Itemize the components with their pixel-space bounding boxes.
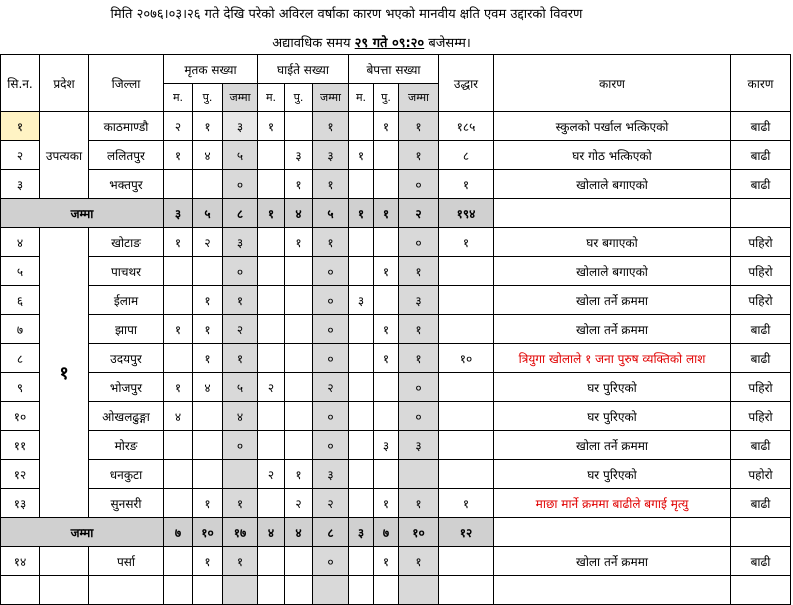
cell-rescue[interactable] (439, 373, 494, 402)
cell-dead-f[interactable] (164, 286, 193, 315)
cell-cause[interactable]: खोला तर्ने क्रममा (494, 547, 731, 576)
cell-dead-total[interactable]: १ (223, 547, 258, 576)
cell-dead-m[interactable]: १ (193, 489, 223, 518)
total-row-valley (1, 199, 791, 228)
cell-missing-total[interactable]: १ (399, 315, 439, 344)
cell-cause[interactable]: घर पुरिएको (494, 373, 731, 402)
cell-dead-m[interactable] (193, 402, 223, 431)
cell-injured-m[interactable] (285, 257, 313, 286)
cell-district[interactable]: खोटाङ (89, 228, 164, 257)
cell-cause[interactable]: खोलाले बगाएको (494, 257, 731, 286)
cell-missing-total[interactable]: १ (399, 257, 439, 286)
cell-cause-type[interactable]: बाढी (731, 141, 791, 170)
cell-injured-m[interactable] (285, 373, 313, 402)
total-injured-f[interactable]: ४ (258, 518, 285, 547)
cell-injured-m[interactable] (285, 286, 313, 315)
cell-cause-type[interactable]: पहिरो (731, 373, 791, 402)
cell-district[interactable]: पाचथर (89, 257, 164, 286)
cell-missing-f[interactable] (349, 547, 374, 576)
cell-cause-type[interactable]: पहिरो (731, 228, 791, 257)
cell-cause[interactable]: घर गोठ भत्किएको (494, 141, 731, 170)
province-2[interactable] (40, 547, 89, 576)
cell-rescue[interactable]: १ (439, 228, 494, 257)
cell-rescue[interactable] (439, 402, 494, 431)
total-cause-type[interactable] (731, 199, 791, 228)
cell-sn[interactable]: १३ (1, 489, 40, 518)
cell-missing-m[interactable] (374, 373, 399, 402)
cell-district[interactable]: ओखलढुङ्गा (89, 402, 164, 431)
total-injured-m[interactable]: ४ (285, 199, 313, 228)
cell-cause-type[interactable]: बाढी (731, 489, 791, 518)
cell-rescue[interactable] (439, 286, 494, 315)
cell-missing-f[interactable] (349, 170, 374, 199)
cell-rescue[interactable] (439, 547, 494, 576)
cell-dead-total[interactable]: ५ (223, 373, 258, 402)
total-dead-total[interactable]: १७ (223, 518, 258, 547)
cell-district[interactable]: पर्सा (89, 547, 164, 576)
cell-missing-f[interactable] (349, 257, 374, 286)
cell-injured-total[interactable]: ० (313, 344, 349, 373)
partial-row (1, 576, 791, 605)
cell-rescue[interactable] (439, 257, 494, 286)
cell-dead-f[interactable]: २ (164, 112, 193, 141)
cell-dead-m[interactable]: ४ (193, 141, 223, 170)
cell-dead-m[interactable]: २ (193, 228, 223, 257)
cell-rescue[interactable]: १ (439, 489, 494, 518)
cell-injured-total[interactable]: ० (313, 286, 349, 315)
table-row (1, 431, 791, 460)
cell-cause[interactable]: माछा मार्ने क्रममा बाढीले बगाई मृत्यु (494, 489, 731, 518)
cell-sn[interactable]: ४ (1, 228, 40, 257)
total-dead-f[interactable]: ७ (164, 518, 193, 547)
cell-injured-f[interactable] (258, 431, 285, 460)
total-rescue[interactable]: १२ (439, 518, 494, 547)
cell-injured-total[interactable]: ० (313, 547, 349, 576)
cell-rescue[interactable]: १८५ (439, 112, 494, 141)
cell-missing-f[interactable] (349, 460, 374, 489)
total-missing-total[interactable]: २ (399, 199, 439, 228)
cell-cause-type[interactable]: बाढी (731, 170, 791, 199)
cell-cause[interactable]: स्कुलको पर्खाल भत्किएको (494, 112, 731, 141)
cell-sn[interactable]: ७ (1, 315, 40, 344)
cell-dead-f[interactable]: १ (164, 315, 193, 344)
cell-rescue[interactable] (439, 460, 494, 489)
table-row (1, 547, 791, 576)
cell-dead-m[interactable] (193, 460, 223, 489)
cell-missing-total[interactable]: १ (399, 547, 439, 576)
cell-injured-total[interactable]: ० (313, 431, 349, 460)
cell-missing-m[interactable]: १ (374, 344, 399, 373)
cell-missing-total[interactable]: ० (399, 373, 439, 402)
cell-missing-total[interactable]: १ (399, 112, 439, 141)
cell-missing-f[interactable] (349, 402, 374, 431)
cell-dead-m[interactable]: ४ (193, 373, 223, 402)
cell-injured-f[interactable]: १ (258, 112, 285, 141)
header-injured-total[interactable]: जम्मा (313, 84, 349, 112)
cell-cause[interactable]: खोला तर्ने क्रममा (494, 315, 731, 344)
cell-missing-f[interactable] (349, 228, 374, 257)
cell-sn[interactable]: ९ (1, 373, 40, 402)
header-injured-female[interactable]: म. (258, 84, 285, 112)
cell-missing-f[interactable]: १ (349, 141, 374, 170)
cell-injured-f[interactable]: २ (258, 373, 285, 402)
cell-injured-m[interactable]: ३ (285, 141, 313, 170)
cell-dead-total[interactable]: ५ (223, 141, 258, 170)
cell-missing-total[interactable]: १ (399, 141, 439, 170)
cell-dead-f[interactable] (164, 547, 193, 576)
province-1[interactable]: १ (40, 228, 89, 518)
cell-cause-type[interactable]: पहिरो (731, 402, 791, 431)
cell-missing-m[interactable] (374, 460, 399, 489)
cell-district[interactable]: झापा (89, 315, 164, 344)
cell-cause-type[interactable]: बाढी (731, 431, 791, 460)
cell-injured-m[interactable] (285, 402, 313, 431)
header-injured-male[interactable]: पु. (285, 84, 313, 112)
cell-missing-total[interactable]: ० (399, 170, 439, 199)
cell-dead-m[interactable]: १ (193, 286, 223, 315)
total-label[interactable]: जम्मा (1, 199, 164, 228)
cell-missing-total[interactable]: १ (399, 344, 439, 373)
cell[interactable] (1, 576, 40, 605)
total-cause[interactable] (494, 199, 731, 228)
total-row-province-1 (1, 518, 791, 547)
header-dead[interactable]: मृतक सख्या (164, 55, 258, 84)
cell-district[interactable]: भोजपुर (89, 373, 164, 402)
cell-missing-m[interactable]: १ (374, 489, 399, 518)
cell-dead-total[interactable]: ४ (223, 402, 258, 431)
cell-dead-total[interactable]: ० (223, 431, 258, 460)
cell-dead-total[interactable]: ३ (223, 228, 258, 257)
total-injured-f[interactable]: १ (258, 199, 285, 228)
cell-missing-m[interactable] (374, 141, 399, 170)
cell-injured-m[interactable] (285, 547, 313, 576)
cell-dead-f[interactable]: १ (164, 373, 193, 402)
cell-missing-f[interactable] (349, 344, 374, 373)
cell-injured-total[interactable]: २ (313, 489, 349, 518)
cell-rescue[interactable]: १ (439, 170, 494, 199)
total-missing-m[interactable]: १ (374, 199, 399, 228)
cell-dead-f[interactable]: १ (164, 228, 193, 257)
cell-injured-f[interactable]: २ (258, 460, 285, 489)
cell-cause-type[interactable]: बाढी (731, 547, 791, 576)
header-row-1 (1, 55, 791, 84)
cell-missing-f[interactable]: ३ (349, 286, 374, 315)
cell-dead-total[interactable]: १ (223, 489, 258, 518)
cell-dead-f[interactable] (164, 489, 193, 518)
table-row (1, 286, 791, 315)
cell-missing-total[interactable]: ० (399, 402, 439, 431)
cell-cause-type[interactable]: बाढी (731, 344, 791, 373)
cell-injured-m[interactable]: १ (285, 228, 313, 257)
cell-injured-total[interactable]: १ (313, 112, 349, 141)
cell-dead-m[interactable]: १ (193, 315, 223, 344)
cell-district[interactable]: मोरङ (89, 431, 164, 460)
cell-cause-type[interactable]: पहोरो (731, 460, 791, 489)
cell-dead-total[interactable]: २ (223, 315, 258, 344)
cell-missing-total[interactable]: ० (399, 228, 439, 257)
header-missing-female[interactable]: म. (349, 84, 374, 112)
cell-missing-m[interactable] (374, 286, 399, 315)
cell-rescue[interactable] (439, 431, 494, 460)
cell-dead-m[interactable] (193, 170, 223, 199)
cell-injured-total[interactable]: ३ (313, 460, 349, 489)
table-row (1, 489, 791, 518)
table-row (1, 257, 791, 286)
cell-cause[interactable]: घर बगाएको (494, 228, 731, 257)
header-injured[interactable]: घाईते सख्या (258, 55, 349, 84)
cell-injured-m[interactable] (285, 431, 313, 460)
table-row (1, 112, 791, 141)
total-cause-type[interactable] (731, 518, 791, 547)
cell-missing-f[interactable] (349, 431, 374, 460)
cell-district[interactable]: धनकुटा (89, 460, 164, 489)
cell-injured-m[interactable]: २ (285, 489, 313, 518)
total-missing-total[interactable]: १० (399, 518, 439, 547)
total-missing-m[interactable]: ७ (374, 518, 399, 547)
cell-injured-f[interactable] (258, 228, 285, 257)
cell-cause-type[interactable]: बाढी (731, 315, 791, 344)
cell-dead-m[interactable]: १ (193, 547, 223, 576)
total-dead-total[interactable]: ८ (223, 199, 258, 228)
cell-sn[interactable]: १ (1, 112, 40, 141)
cell-injured-m[interactable]: १ (285, 460, 313, 489)
header-district[interactable]: जिल्ला (89, 55, 164, 112)
update-time-value: २९ गते ०९:२० (354, 36, 425, 51)
cell-dead-total[interactable]: ३ (223, 112, 258, 141)
cell-sn[interactable]: ८ (1, 344, 40, 373)
cell-injured-f[interactable] (258, 344, 285, 373)
cell-missing-m[interactable] (374, 402, 399, 431)
header-missing-total[interactable]: जम्मा (399, 84, 439, 112)
cell-dead-f[interactable]: ४ (164, 402, 193, 431)
cell-injured-m[interactable] (285, 315, 313, 344)
cell-missing-m[interactable]: १ (374, 315, 399, 344)
total-injured-m[interactable]: ४ (285, 518, 313, 547)
total-rescue[interactable]: १९४ (439, 199, 494, 228)
cell-dead-f[interactable]: १ (164, 141, 193, 170)
total-dead-m[interactable]: ५ (193, 199, 223, 228)
cell-injured-f[interactable] (258, 257, 285, 286)
cell-cause[interactable]: खोला तर्ने क्रममा (494, 286, 731, 315)
table-row (1, 141, 791, 170)
cell-injured-total[interactable]: २ (313, 373, 349, 402)
cell-dead-total[interactable] (223, 460, 258, 489)
report-title: मिति २०७६।०३।२६ गते देखि परेको अविरल वर्षाका कारण भएको मानवीय क्षति एवम उद्दारको विवरण (110, 7, 583, 22)
cell-injured-m[interactable]: १ (285, 170, 313, 199)
cell-dead-f[interactable] (164, 431, 193, 460)
cell-injured-f[interactable] (258, 170, 285, 199)
table-row (1, 170, 791, 199)
cell-cause[interactable]: घर पुरिएको (494, 460, 731, 489)
cell-injured-total[interactable]: १ (313, 170, 349, 199)
update-time-line (0, 33, 768, 51)
cell-dead-m[interactable]: १ (193, 112, 223, 141)
cell-sn[interactable]: ५ (1, 257, 40, 286)
cell-district[interactable]: सुनसरी (89, 489, 164, 518)
cell-missing-f[interactable] (349, 373, 374, 402)
cell-dead-f[interactable] (164, 460, 193, 489)
cell-dead-total[interactable]: ० (223, 257, 258, 286)
cell-dead-total[interactable]: १ (223, 344, 258, 373)
cell-dead-total[interactable]: १ (223, 286, 258, 315)
cell-sn[interactable]: ११ (1, 431, 40, 460)
cell-dead-f[interactable] (164, 170, 193, 199)
cell-missing-total[interactable]: ३ (399, 431, 439, 460)
cell-district[interactable]: ईलाम (89, 286, 164, 315)
update-time-prefix: अद्यावधिक समय (272, 36, 351, 51)
cell-cause-type[interactable]: पहिरो (731, 286, 791, 315)
cell-sn[interactable]: १२ (1, 460, 40, 489)
cell-dead-total[interactable]: ० (223, 170, 258, 199)
cell-cause[interactable]: खोलाले बगाएको (494, 170, 731, 199)
total-missing-f[interactable]: ३ (349, 518, 374, 547)
header-missing[interactable]: बेपत्ता सख्या (349, 55, 439, 84)
table-row (1, 402, 791, 431)
cell-injured-total[interactable]: ० (313, 402, 349, 431)
cell-district[interactable]: भक्तपुर (89, 170, 164, 199)
cell-district[interactable]: काठमाण्डौ (89, 112, 164, 141)
cell-dead-m[interactable] (193, 257, 223, 286)
cell-dead-m[interactable]: १ (193, 344, 223, 373)
group-province-1 (1, 228, 791, 518)
cell-dead-f[interactable] (164, 344, 193, 373)
cell-missing-m[interactable]: ३ (374, 431, 399, 460)
cell-injured-m[interactable] (285, 112, 313, 141)
cell-injured-f[interactable] (258, 315, 285, 344)
total-injured-total[interactable]: ५ (313, 199, 349, 228)
cell-cause-type[interactable]: पहिरो (731, 257, 791, 286)
cell-sn[interactable]: ६ (1, 286, 40, 315)
disaster-table (0, 54, 791, 605)
cell-injured-f[interactable] (258, 286, 285, 315)
total-missing-f[interactable]: १ (349, 199, 374, 228)
cell-sn[interactable]: १० (1, 402, 40, 431)
cell-rescue[interactable]: १० (439, 344, 494, 373)
total-dead-m[interactable]: १० (193, 518, 223, 547)
cell-missing-f[interactable] (349, 315, 374, 344)
cell-missing-total[interactable] (399, 460, 439, 489)
cell-injured-m[interactable] (285, 344, 313, 373)
cell-district[interactable]: ललितपुर (89, 141, 164, 170)
province-valley[interactable]: उपत्यका (40, 112, 89, 199)
cell-missing-total[interactable]: १ (399, 489, 439, 518)
header-dead-total[interactable]: जम्मा (223, 84, 258, 112)
cell-injured-total[interactable]: १ (313, 228, 349, 257)
header-dead-female[interactable]: म. (164, 84, 193, 112)
header-sn[interactable]: सि.न. (1, 55, 40, 112)
update-time-suffix: बजेसम्म। (428, 36, 471, 51)
cell-missing-m[interactable] (374, 170, 399, 199)
total-label[interactable]: जम्मा (1, 518, 164, 547)
header-cause[interactable]: कारण (494, 55, 731, 112)
cell-sn[interactable]: १४ (1, 547, 40, 576)
cell-missing-m[interactable] (374, 228, 399, 257)
header-cause-type[interactable]: कारण (731, 55, 791, 112)
cell-sn[interactable]: ३ (1, 170, 40, 199)
cell-injured-total[interactable]: ३ (313, 141, 349, 170)
cell-cause[interactable]: त्रियुगा खोलाले १ जना पुरुष व्यक्तिको लाश (494, 344, 731, 373)
cell-missing-m[interactable]: १ (374, 112, 399, 141)
header-province[interactable]: प्रदेश (40, 55, 89, 112)
cell-missing-m[interactable]: १ (374, 547, 399, 576)
cell-missing-f[interactable] (349, 112, 374, 141)
cell-injured-f[interactable] (258, 402, 285, 431)
total-dead-f[interactable]: ३ (164, 199, 193, 228)
cell-cause[interactable]: घर पुरिएको (494, 402, 731, 431)
cell-missing-f[interactable] (349, 489, 374, 518)
cell-injured-total[interactable]: ० (313, 257, 349, 286)
cell-injured-total[interactable]: ० (313, 315, 349, 344)
group-province-2 (1, 547, 791, 576)
group-valley (1, 112, 791, 199)
header-dead-male[interactable]: पु. (193, 84, 223, 112)
total-injured-total[interactable]: ८ (313, 518, 349, 547)
table-row (1, 373, 791, 402)
total-cause[interactable] (494, 518, 731, 547)
cell-cause-type[interactable]: बाढी (731, 112, 791, 141)
cell-rescue[interactable]: ८ (439, 141, 494, 170)
cell-injured-f[interactable] (258, 489, 285, 518)
cell-injured-f[interactable] (258, 547, 285, 576)
header-rescue[interactable]: उद्धार (439, 55, 494, 112)
cell-rescue[interactable] (439, 315, 494, 344)
header-missing-male[interactable]: पु. (374, 84, 399, 112)
table-row (1, 228, 791, 257)
table-row (1, 344, 791, 373)
cell-district[interactable]: उदयपुर (89, 344, 164, 373)
cell-missing-m[interactable]: १ (374, 257, 399, 286)
cell-missing-total[interactable]: ३ (399, 286, 439, 315)
cell-cause[interactable]: खोला तर्ने क्रममा (494, 431, 731, 460)
table-row (1, 460, 791, 489)
table-row (1, 315, 791, 344)
cell-sn[interactable]: २ (1, 141, 40, 170)
cell-dead-m[interactable] (193, 431, 223, 460)
cell-injured-f[interactable] (258, 141, 285, 170)
cell-dead-f[interactable] (164, 257, 193, 286)
